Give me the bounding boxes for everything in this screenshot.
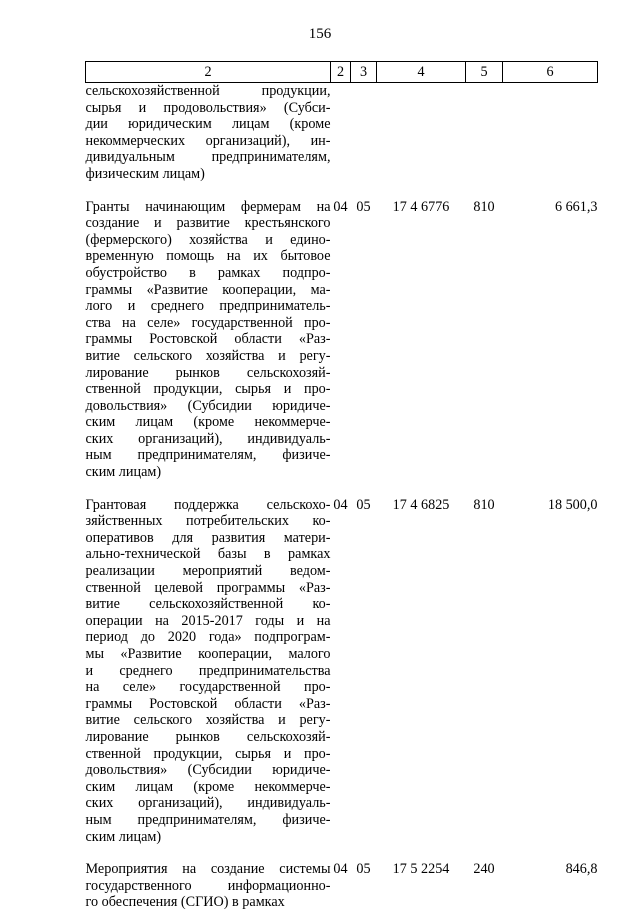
description-line: сырья и продовольствия» (Субси- bbox=[85, 99, 331, 116]
description-line: витие сельского хозяйства и регу- bbox=[85, 712, 331, 729]
description-line: лирование рынков сельскохозяй- bbox=[85, 728, 331, 745]
amount-cell: 18 500,0 bbox=[547, 496, 598, 513]
description-line: зяйственных потребительских ко- bbox=[85, 513, 331, 530]
section-code-cell: 04 bbox=[333, 198, 348, 215]
subsection-code-cell: 05 bbox=[356, 861, 371, 878]
description-line: граммы Ростовской области «Раз- bbox=[85, 695, 331, 712]
description-line: период до 2020 года» подпрограм- bbox=[85, 629, 331, 646]
description-cell bbox=[86, 861, 331, 911]
description-line: государственного информационно- bbox=[85, 877, 331, 894]
subsection-code-cell: 05 bbox=[356, 198, 371, 215]
description-line: мы «Развитие кооперации, малого bbox=[85, 646, 331, 662]
subsection-code-cell: 05 bbox=[356, 496, 371, 513]
amount-cell: 6 661,3 bbox=[554, 198, 598, 215]
amount-cell bbox=[503, 83, 598, 183]
table-row bbox=[86, 83, 598, 183]
table-row bbox=[86, 497, 598, 845]
description-line: и среднего предпринимательства bbox=[85, 662, 331, 679]
description-line: Грантовая поддержка сельскохо- bbox=[85, 496, 331, 513]
description-cell bbox=[86, 199, 331, 481]
table-row bbox=[86, 861, 598, 911]
description-line: граммы Ростовской области «Раз- bbox=[85, 331, 331, 348]
row-spacer bbox=[86, 845, 598, 861]
header-col-description: 2 bbox=[86, 62, 331, 83]
description-line: обустройство в рамках подпро- bbox=[85, 264, 331, 281]
expense-type-cell bbox=[466, 83, 503, 183]
description-cell bbox=[86, 497, 331, 845]
description-line: создание и развитие крестьянского bbox=[85, 215, 331, 232]
description-line: реализации мероприятий ведом- bbox=[85, 563, 331, 580]
description-line: ственной продукции, сырья и про- bbox=[85, 381, 331, 398]
description-line: ным предпринимателям, физиче- bbox=[85, 447, 331, 464]
description-line: на селе» государственной про- bbox=[85, 679, 331, 696]
description-line: ским лицам) bbox=[85, 828, 162, 845]
description-line: ских организаций), индивидуаль- bbox=[85, 795, 331, 812]
description-line: ских организаций), индивидуаль- bbox=[85, 430, 331, 447]
header-col-section: 2 bbox=[331, 62, 351, 83]
description-line: Гранты начинающим фермерам на bbox=[85, 198, 331, 215]
description-line: временную помощь на их бытовое bbox=[85, 248, 331, 265]
description-line: сельскохозяйственной продукции, bbox=[85, 83, 331, 99]
description-line: ственной целевой программы «Раз- bbox=[85, 579, 331, 596]
description-line: довольствия» (Субсидии юридиче- bbox=[85, 397, 331, 414]
description-line: ственной продукции, сырья и про- bbox=[85, 745, 331, 762]
description-cell bbox=[86, 83, 331, 183]
description-line: го обеспечения (СГИО) в рамках bbox=[85, 894, 285, 911]
description-line: ским лицам (кроме некоммерче- bbox=[85, 414, 331, 431]
header-col-subsection: 3 bbox=[351, 62, 377, 83]
row-spacer-cell bbox=[86, 183, 598, 199]
page-number: 156 bbox=[308, 26, 332, 42]
description-line: Мероприятия на создание системы bbox=[85, 861, 331, 878]
expense-type-cell: 810 bbox=[473, 496, 495, 513]
description-line: ным предпринимателям, физиче- bbox=[85, 811, 331, 828]
description-line: (фермерского) хозяйства и едино- bbox=[85, 231, 331, 248]
header-col-amount: 6 bbox=[503, 62, 598, 83]
description-line: ально-технической базы в рамках bbox=[85, 546, 331, 563]
section-code-cell: 04 bbox=[333, 496, 348, 513]
amount-cell: 846,8 bbox=[565, 861, 598, 878]
description-line: дии юридическим лицам (кроме bbox=[85, 116, 331, 133]
target-article-cell: 17 4 6776 bbox=[392, 198, 450, 215]
description-line: операции на 2015-2017 годы и на bbox=[85, 612, 331, 629]
section-code-cell bbox=[331, 83, 351, 183]
description-line: ским лицам (кроме некоммерче- bbox=[85, 778, 331, 795]
header-col-expense-type: 5 bbox=[466, 62, 503, 83]
description-line: граммы «Развитие кооперации, ма- bbox=[85, 281, 331, 298]
table-body bbox=[86, 83, 598, 911]
description-line: оперативов для развития матери- bbox=[85, 529, 331, 546]
description-line: довольствия» (Субсидии юридиче- bbox=[85, 762, 331, 779]
description-line: дивидуальным предпринимателям, bbox=[85, 149, 331, 166]
description-line: витие сельского хозяйства и регу- bbox=[85, 347, 331, 364]
target-article-cell: 17 4 6825 bbox=[392, 496, 450, 513]
section-code-cell: 04 bbox=[333, 861, 348, 878]
target-article-cell: 17 5 2254 bbox=[392, 861, 450, 878]
description-line: ства на селе» государственной про- bbox=[85, 314, 331, 331]
row-spacer-cell bbox=[86, 481, 598, 497]
target-article-cell bbox=[377, 83, 466, 183]
description-line: витие сельскохозяйственной ко- bbox=[85, 596, 331, 613]
description-line: ским лицам) bbox=[85, 464, 162, 481]
expense-type-cell: 810 bbox=[473, 198, 495, 215]
table-header bbox=[86, 62, 598, 83]
description-line: физическим лицам) bbox=[85, 165, 205, 182]
row-spacer bbox=[86, 481, 598, 497]
row-spacer-cell bbox=[86, 845, 598, 861]
header-col-target-article: 4 bbox=[377, 62, 466, 83]
description-line: лого и среднего предприниматель- bbox=[85, 298, 331, 315]
budget-table bbox=[85, 61, 598, 911]
expense-type-cell: 240 bbox=[473, 861, 495, 878]
row-spacer bbox=[86, 183, 598, 199]
description-line: некоммерческих организаций), ин- bbox=[85, 132, 331, 149]
subsection-code-cell bbox=[351, 83, 377, 183]
table-row bbox=[86, 199, 598, 481]
description-line: лирование рынков сельскохозяй- bbox=[85, 364, 331, 381]
